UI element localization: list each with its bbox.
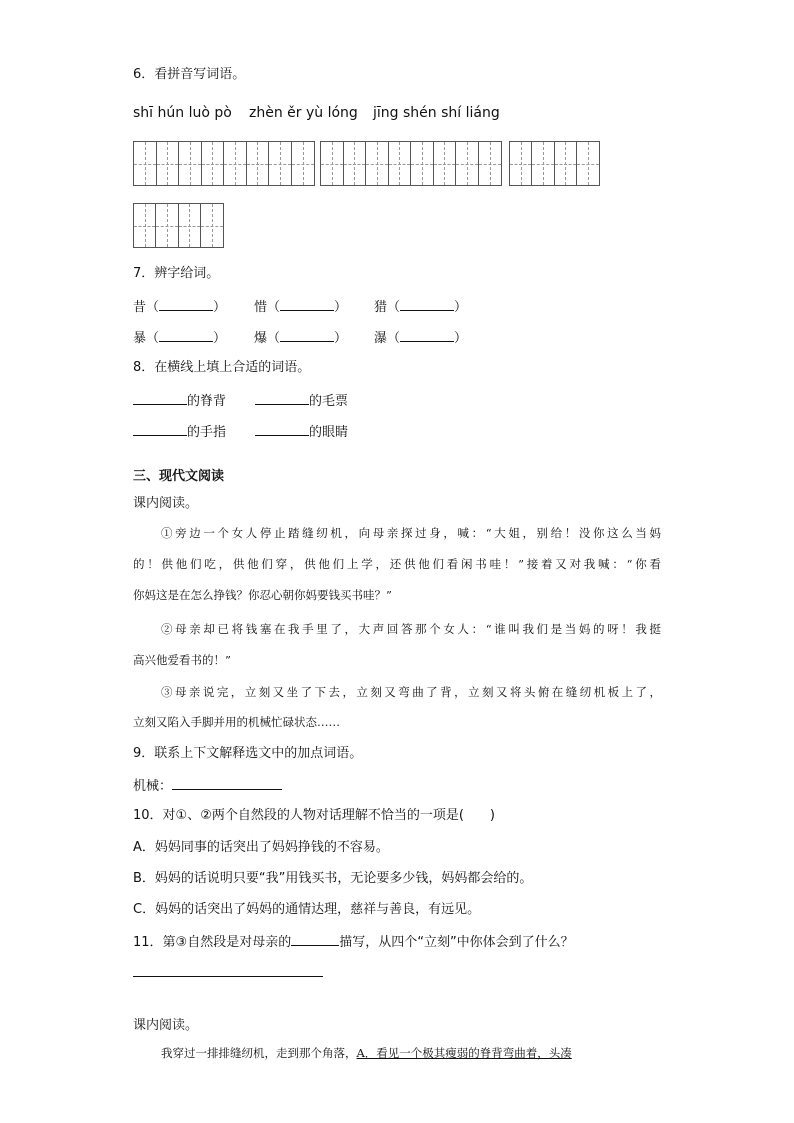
writing-grid-2[interactable]: [320, 141, 502, 186]
pinyin-1: shī hún luò pò: [133, 105, 232, 121]
q8-item-1: 的脊背: [133, 391, 226, 411]
q8-item-4: 的眼睛: [255, 422, 348, 442]
q7-item-5: 爆（ ）: [254, 328, 347, 348]
reading-intro-2: 课内阅读。: [133, 1018, 199, 1033]
q7-char: 昔: [133, 300, 147, 315]
passage-p1-line-1: ①旁边一个女人停止踏缝纫机，向母亲探过身，喊：“大姐，别给！没你这么当妈: [161, 526, 661, 540]
q7-item-4: 暴（ ）: [133, 328, 226, 348]
q7-blank[interactable]: [280, 328, 334, 342]
q8-title: 8．在横线上填上合适的词语。: [133, 360, 311, 375]
q10-option-b[interactable]: B．妈妈的话说明只要“我”用钱买书，无论要多少钱，妈妈都会给的。: [133, 871, 533, 886]
q7-item-1: 昔（ ）: [133, 297, 226, 317]
pinyin-2: zhèn ěr yù lóng: [249, 105, 358, 121]
q9-title: 9．联系上下文解释选文中的加点词语。: [133, 746, 363, 761]
passage-p2-line-2: 高兴他爱看书的！”: [133, 653, 231, 667]
q7-blank[interactable]: [159, 297, 213, 311]
q11-answer-line[interactable]: [133, 963, 323, 977]
q8-blank[interactable]: [133, 391, 187, 405]
passage-p4-line-1: 我穿过一排排缝纫机，走到那个角落，A．看见一个极其瘦弱的脊背弯曲着，头凑: [161, 1046, 572, 1060]
q10-option-c[interactable]: C．妈妈的话突出了妈妈的通情达理，慈祥与善良，有远见。: [133, 902, 481, 917]
writing-grid-3b[interactable]: [133, 203, 224, 248]
passage-p1-line-3: 你妈这是在怎么挣钱？你忍心朝你妈要钱买书哇？”: [133, 588, 392, 602]
q7-item-3: 猎（ ）: [374, 297, 467, 317]
q7-char: 瀑: [374, 331, 388, 346]
writing-grid-3a[interactable]: [509, 141, 600, 186]
q6-title: 6．看拼音写词语。: [133, 67, 246, 82]
q7-blank[interactable]: [400, 297, 454, 311]
q7-title: 7．辨字给词。: [133, 266, 220, 281]
q10-title: 10．对①、②两个自然段的人物对话理解不恰当的一项是( ): [133, 808, 495, 823]
q9-answer: 机械：: [133, 776, 282, 796]
q7-char: 惜: [254, 300, 268, 315]
q10-option-a[interactable]: A．妈妈同事的话突出了妈妈挣钱的不容易。: [133, 840, 389, 855]
q8-item-3: 的手指: [133, 422, 226, 442]
q8-blank[interactable]: [133, 422, 187, 436]
q7-char: 暴: [133, 331, 147, 346]
passage-p3-line-2: 立刻又陷入手脚并用的机械忙碌状态……: [133, 715, 340, 729]
pinyin-3: jīng shén shí liáng: [373, 105, 500, 121]
q7-blank[interactable]: [400, 328, 454, 342]
q8-blank[interactable]: [255, 422, 309, 436]
underlined-sentence-a: A．看见一个极其瘦弱的脊背弯曲着，头凑: [356, 1046, 572, 1060]
reading-intro: 课内阅读。: [133, 496, 199, 511]
section-heading: 三、现代文阅读: [133, 469, 225, 484]
q8-item-2: 的毛票: [255, 391, 348, 411]
q9-blank[interactable]: [172, 776, 282, 790]
passage-p3-line-1: ③母亲说完，立刻又坐了下去，立刻又弯曲了背，立刻又将头俯在缝纫机板上了，: [161, 685, 661, 699]
q7-char: 爆: [254, 331, 268, 346]
q7-blank[interactable]: [280, 297, 334, 311]
passage-p2-line-1: ②母亲却已将钱塞在我手里了，大声回答那个女人：“谁叫我们是当妈的呀！我挺: [161, 622, 661, 636]
q8-blank[interactable]: [255, 391, 309, 405]
q7-blank[interactable]: [159, 328, 213, 342]
q11-title: 11．第③自然段是对母亲的 描写，从四个“立刻”中你体会到了什么？: [133, 932, 574, 952]
q7-char: 猎: [374, 300, 388, 315]
writing-grid-1[interactable]: [133, 141, 315, 186]
passage-p1-line-2: 的！供他们吃，供他们穿，供他们上学，还供他们看闲书哇！”接着又对我喊：“你看: [133, 557, 661, 571]
q7-item-6: 瀑（ ）: [374, 328, 467, 348]
q11-blank[interactable]: [291, 932, 339, 946]
q7-item-2: 惜（ ）: [254, 297, 347, 317]
